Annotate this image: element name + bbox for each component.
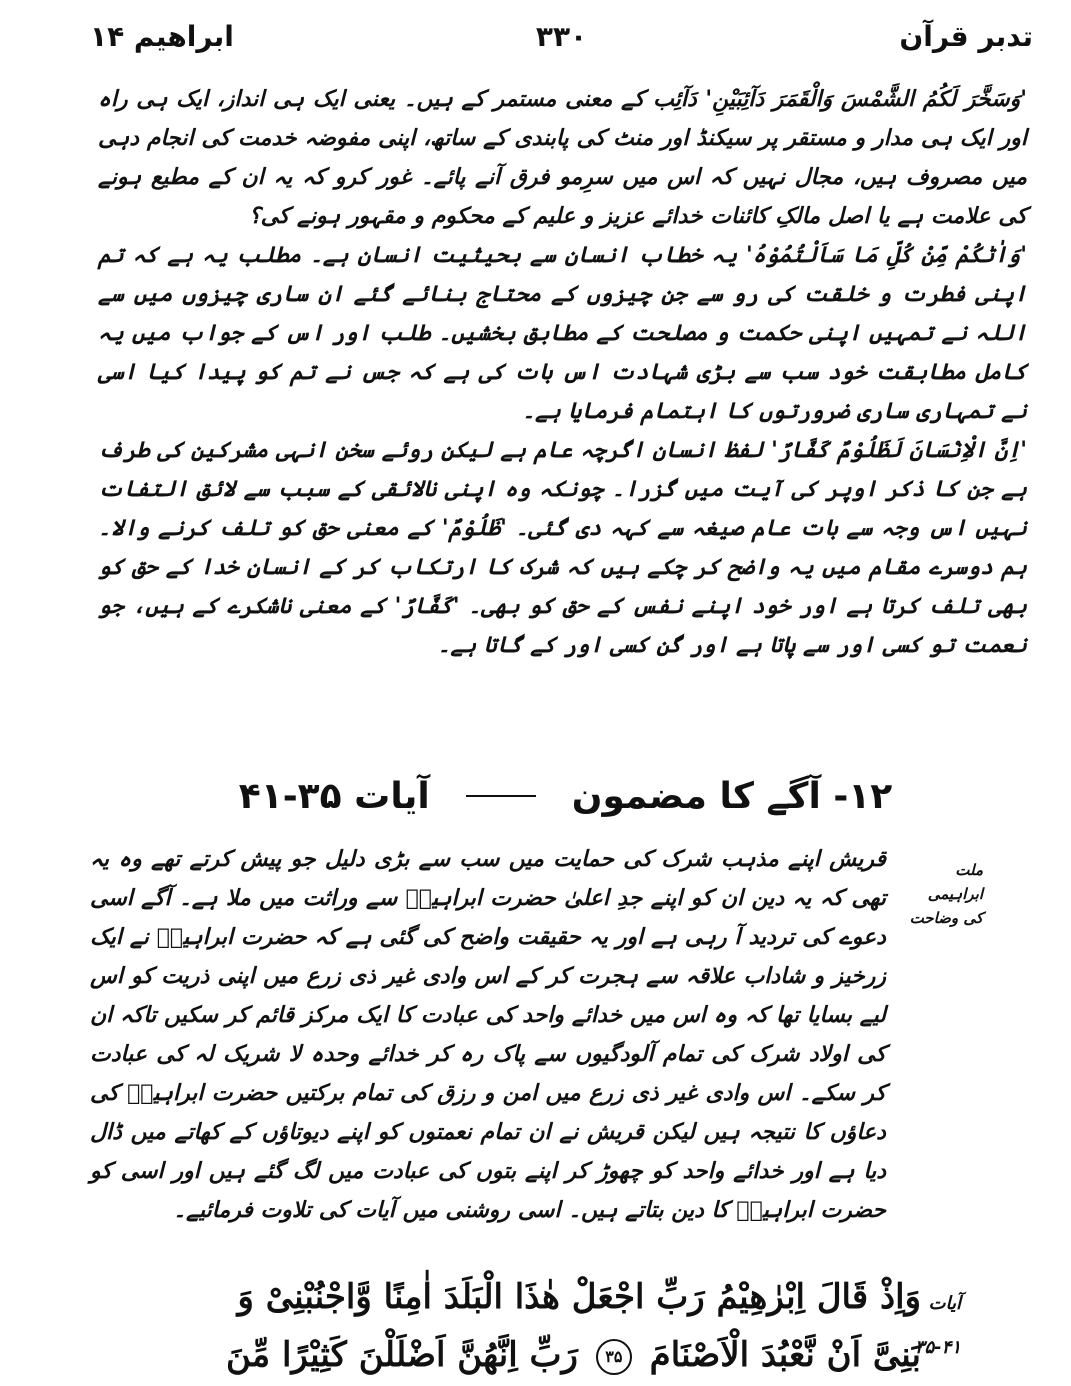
- commentary-para-2: 'وَاٰتٰكُمْ مِّنْ كُلِّ مَا سَاَلْتُمُوْهُ' یہ خطاب انسان سے بحیثیت انسان ہے۔ مطلب یہ ہے کہ تم اپنی فطرت و خلقت کی رو سے جن چیزوں کے محتاج بنائے گئے ان ساری چیزوں میں سے اللہ نے تمہیں اپنی حکمت و مصلحت کے مطابق بخشیں۔ طلب اور اس کے جواب میں یہ کامل مطابقت خود سب سے بڑی شہادت اس بات کی ہے کہ جس نے تم کو پیدا کیا اسی نے تمہاری ساری ضرورتوں کا اہتمام فرمایا ہے۔: [98, 243, 1027, 424]
- quran-line-2: بَنِىَّ اَنْ نَّعْبُدَ الْاَصْنَامَ ۳۵ رَبِّ اِنَّهُنَّ اَضْلَلْنَ كَثِيْرًا مِّنَ: [226, 1335, 921, 1375]
- section-heading: [140, 768, 991, 824]
- book-title: تدبر قرآن: [899, 19, 1033, 53]
- ayah-number-marker: ۳۵: [596, 1339, 632, 1375]
- surah-title: ابراھیم ۱۴: [90, 19, 234, 53]
- quran-verses: [110, 1268, 921, 1384]
- margin-note-millat: ملت ابراہیمی کی وضاحت: [909, 861, 983, 927]
- heading-dash: [466, 795, 536, 797]
- commentary-para-1: 'وَسَخَّرَ لَكُمُ الشَّمْسَ وَالْقَمَرَ دَآئِبَيْنِ' دَآئِب کے معنی مستمر کے ہیں۔ یعنی ایک ہی انداز، ایک ہی راہ اور ایک ہی مدار و مستقر پر سیکنڈ اور منٹ کی پابندی کے ساتھ، اپنی مفوضہ خدمت کی انجام دہی میں مصروف ہیں، مجال نہیں کہ اس میں سرِمو فرق آنے پائے۔ غور کرو کہ یہ ان کے مطیع ہونے کی علامت ہے یا اصل مالکِ کائنات خدائے عزیز و علیم کے محکوم و مقہور ہونے کی؟: [98, 87, 1027, 229]
- section-verses: آیات ۳۵-۴۱: [238, 775, 430, 817]
- commentary-text: [98, 80, 1027, 665]
- section-title: ۱۲- آگے کا مضمون: [571, 775, 893, 817]
- section-intro-text: [90, 840, 886, 1230]
- page-header: [90, 14, 1033, 58]
- page-number: ۳۳۰: [535, 19, 588, 53]
- section-intro-para: قریش اپنے مذہب شرک کی حمایت میں سب سے بڑی دلیل جو پیش کرتے تھے وہ یہ تھی کہ یہ دین ان کو اپنے جدِ اعلیٰ حضرت ابراہیمؑ سے وراثت میں ملا ہے۔ آگے اسی دعوے کی تردید آ رہی ہے اور یہ حقیقت واضح کی گئی ہے کہ حضرت ابراہیمؑ نے ایک زرخیز و شاداب علاقہ سے ہجرت کر کے اس وادی غیر ذی زرع میں اپنی ذریت کو اس لیے بسایا تھا کہ وہ اس میں خدائے واحد کی عبادت کا ایک مرکز قائم کر سکیں تاکہ ان کی اولاد شرک کی تمام آلودگیوں سے پاک رہ کر خدائے وحدہ لا شریک لہ کی عبادت کر سکے۔ اس وادی غیر ذی زرع میں امن و رزق کی تمام برکتیں حضرت ابراہیمؑ کی دعاؤں کا نتیجہ ہیں لیکن قریش نے ان تمام نعمتوں کو اپنے دیوتاؤں کے کھاتے میں ڈال دیا ہے اور خدائے واحد کو چھوڑ کر اپنے بتوں کی عبادت میں لگ گئے ہیں اور اسی کو حضرت ابراہیمؑ کا دین بتاتے ہیں۔ اسی روشنی میں آیات کی تلاوت فرمائیے۔: [90, 847, 886, 1223]
- margin-note-verses: آیات ۳۵-۴۱: [914, 1293, 961, 1358]
- commentary-para-3: 'اِنَّ الْاِنْسَانَ لَظَلُوْمٌ كَفَّارٌ' لفظ انسان اگرچہ عام ہے لیکن روئے سخن انہی مشرکین کی طرف ہے جن کا ذکر اوپر کی آیت میں گزرا۔ چونکہ وہ اپنی نالائقی کے سبب سے لائق التفات نہیں اس وجہ سے بات عام صیغہ سے کہہ دی گئی۔ 'ظَلُوْمٌ' کے معنی حق کو تلف کرنے والا۔ ہم دوسرے مقام میں یہ واضح کر چکے ہیں کہ شرک کا ارتکاب کر کے انسان خدا کے حق کو بھی تلف کرتا ہے اور خود اپنے نفس کے حق کو بھی۔ 'كَفَّارٌ' کے معنی ناشکرے کے ہیں، جو نعمت تو کسی اور سے پاتا ہے اور گن کسی اور کے گاتا ہے۔: [98, 438, 1028, 658]
- quran-line-1: وَاِذْ قَالَ اِبْرٰهِيْمُ رَبِّ اجْعَلْ هٰذَا الْبَلَدَ اٰمِنًا وَّاجْنُبْنِىْ وَ: [237, 1277, 921, 1317]
